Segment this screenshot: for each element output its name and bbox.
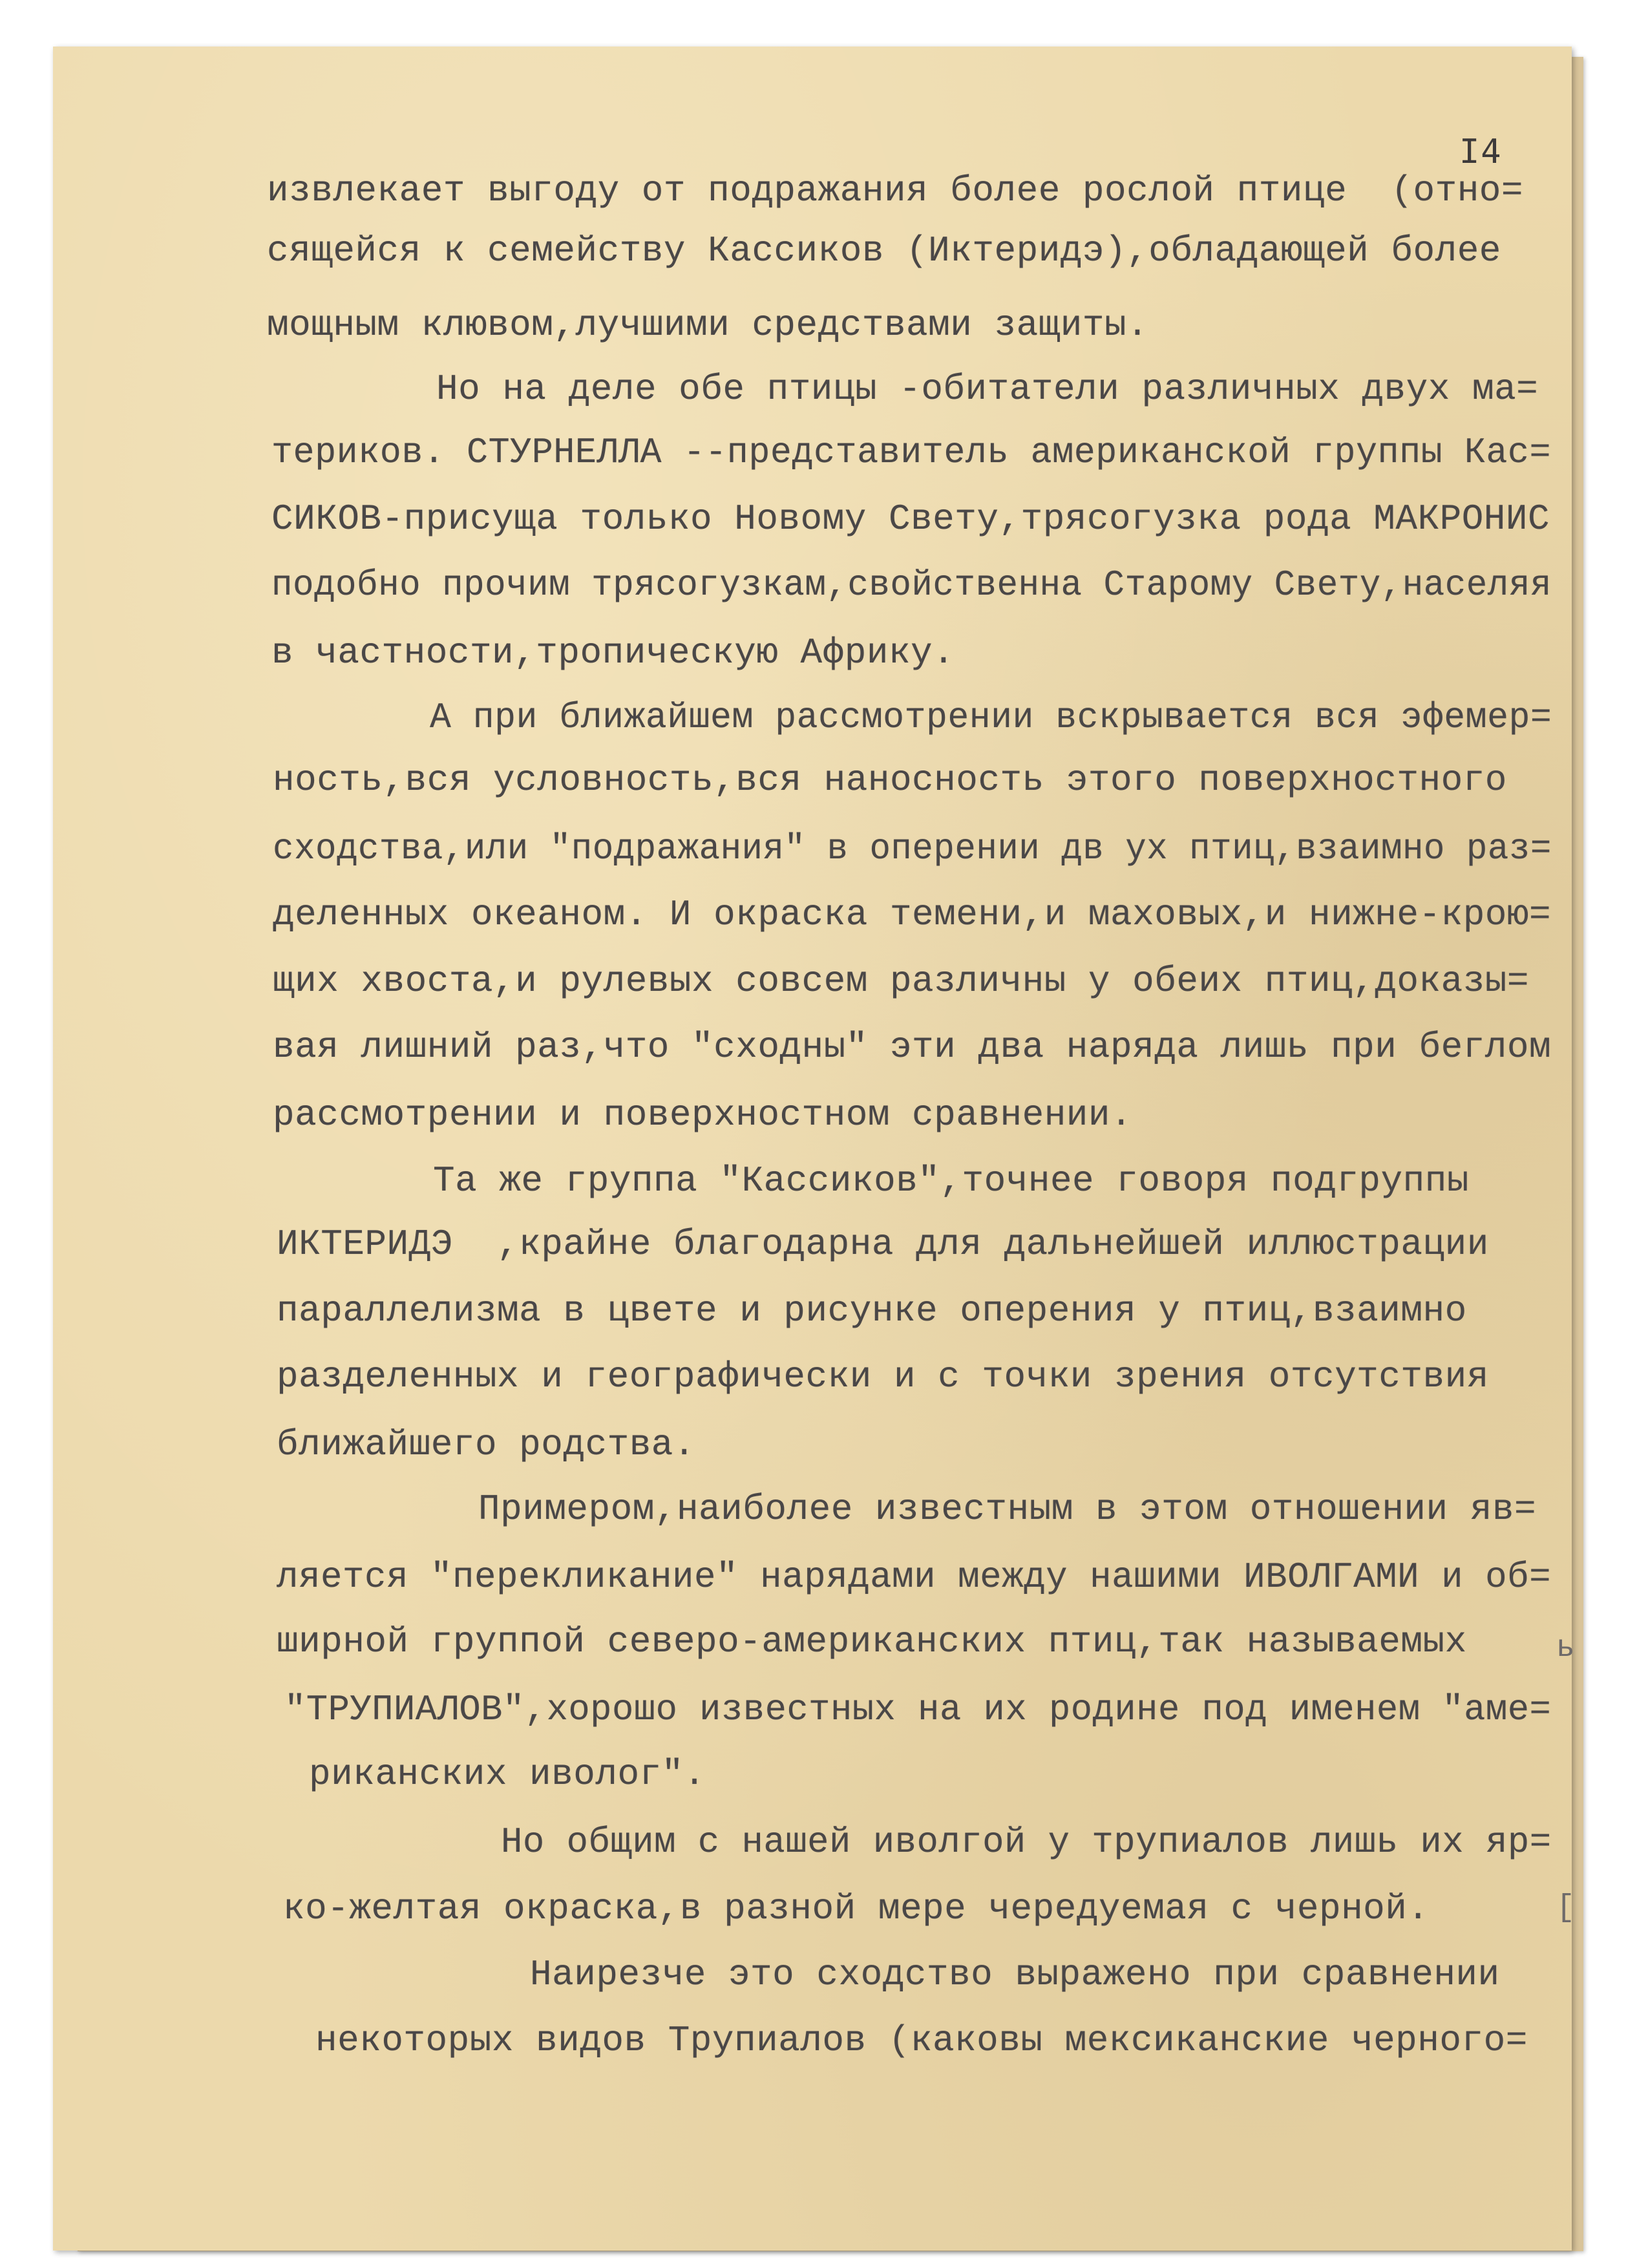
margin-mark: ь bbox=[1556, 1631, 1575, 1666]
text-line: ляется "перекликание" нарядами между нашими ИВОЛГАМИ и об= bbox=[277, 1556, 1552, 1598]
text-line: ширной группой северо-американских птиц,так называемых bbox=[277, 1621, 1467, 1662]
text-line: Но на деле обе птицы -обитатели различных двух ма= bbox=[436, 368, 1539, 410]
text-line: извлекает выгоду от подражания более рослой птице (отно= bbox=[267, 170, 1524, 211]
text-line: подобно прочим трясогузкам,свойственна Старому Свету,населяя bbox=[271, 564, 1552, 606]
text-line: разделенных и географически и с точки зрения отсутствия bbox=[277, 1356, 1489, 1397]
text-line: Примером,наиболее известным в этом отношении яв= bbox=[478, 1489, 1537, 1530]
text-line: ко-желтая окраска,в разной мере чередуемая с черной. bbox=[283, 1888, 1430, 1929]
text-line: ИКТЕРИДЭ ,крайне благодарна для дальнейшей иллюстрации bbox=[277, 1224, 1489, 1265]
text-line: Наирезче это сходство выражено при сравнении bbox=[530, 1954, 1500, 1995]
text-line: риканских иволог". bbox=[309, 1754, 706, 1795]
margin-mark: [ bbox=[1556, 1891, 1575, 1925]
text-line: А при ближайшем рассмотрении вскрывается вся эфемер= bbox=[430, 697, 1552, 738]
text-line: вая лишний раз,что "сходны" эти два наряда лишь при беглом bbox=[273, 1026, 1552, 1068]
text-line: щих хвоста,и рулевых совсем различны у обеих птиц,доказы= bbox=[273, 960, 1530, 1002]
text-line: ность,вся условность,вся наносность этого поверхностного bbox=[273, 759, 1507, 801]
text-line: мощным клювом,лучшими средствами защиты. bbox=[267, 304, 1149, 346]
text-line: сходства,или "подражания" в оперении дв ух птиц,взаимно раз= bbox=[273, 828, 1552, 869]
text-line: Та же группа "Кассиков",точнее говоря подгруппы bbox=[433, 1160, 1469, 1202]
page-number: I4 bbox=[1459, 132, 1503, 171]
text-line: териков. СТУРНЕЛЛА --представитель американской группы Кас= bbox=[271, 432, 1552, 473]
text-line: параллелизма в цвете и рисунке оперения у птиц,взаимно bbox=[277, 1290, 1467, 1331]
text-line: СИКОВ-присуща только Новому Свету,трясогузка рода МАКРОНИС bbox=[271, 498, 1550, 540]
text-line: сящейся к семейству Кассиков (Иктеридэ),обладающей более bbox=[267, 230, 1501, 271]
text-line: ближайшего родства. bbox=[277, 1424, 696, 1465]
text-line: некоторых видов Трупиалов (каковы мексиканские черного= bbox=[315, 2020, 1528, 2061]
text-line: в частности,тропическую Африку. bbox=[271, 632, 955, 673]
text-line: "ТРУПИАЛОВ",хорошо известных на их родине под именем "аме= bbox=[284, 1689, 1552, 1730]
text-line: рассмотрении и поверхностном сравнении. bbox=[273, 1094, 1133, 1136]
text-line: Но общим с нашей иволгой у трупиалов лишь их яр= bbox=[501, 1821, 1552, 1863]
text-line: деленных океаном. И окраска темени,и маховых,и нижне-крою= bbox=[273, 894, 1552, 935]
